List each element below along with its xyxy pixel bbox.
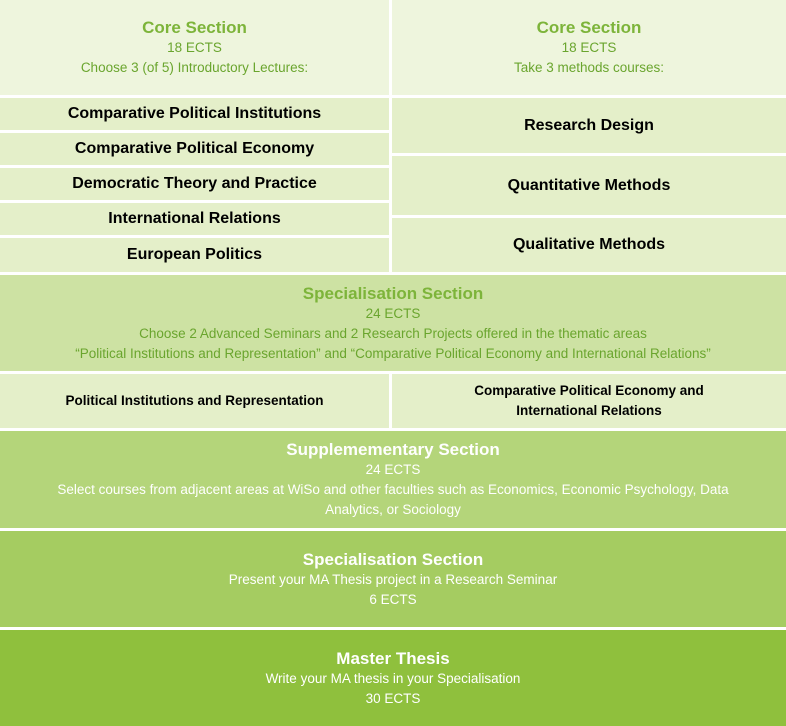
area-political-institutions: [0, 374, 389, 428]
course-comparative-political-economy: [0, 133, 389, 165]
thesis-seminar-description: Present your MA Thesis project in a Research Seminar: [228, 571, 558, 587]
master-thesis-description: Write your MA thesis in your Specialisation: [265, 670, 521, 686]
thesis-seminar-section: [0, 531, 786, 627]
core-left-header: [0, 0, 389, 95]
course-label: Qualitative Methods: [512, 236, 666, 253]
core-left-title: Core Section: [142, 18, 247, 37]
course-label: Research Design: [524, 116, 654, 134]
course-qualitative-methods: [392, 218, 786, 272]
core-left-instruction: Choose 3 (of 5) Introductory Lectures:: [80, 60, 309, 75]
course-research-design: [392, 98, 786, 153]
master-thesis-title: Master Thesis: [336, 648, 450, 668]
course-label: Quantitative Methods: [507, 176, 671, 194]
core-left-ects: 18 ECTS: [167, 40, 222, 55]
core-right-instruction: Take 3 methods courses:: [513, 60, 665, 75]
specialisation-line1: Choose 2 Advanced Seminars and 2 Research Projects offered in the thematic areas: [139, 325, 647, 341]
course-label: European Politics: [126, 246, 263, 263]
specialisation-section: [0, 275, 786, 371]
specialisation-title: Specialisation Section: [302, 283, 484, 303]
course-quantitative-methods: [392, 156, 786, 215]
supplementary-description: Select courses from adjacent areas at WiSo and other faculties such as Economics, Economic Psychology, Data Analytics, or Sociology: [57, 482, 729, 517]
course-label: Democratic Theory and Practice: [72, 175, 317, 192]
master-thesis-ects: 30 ECTS: [365, 690, 421, 706]
master-thesis-section: [0, 630, 786, 726]
core-right-title: Core Section: [536, 18, 642, 37]
supplementary-section: [0, 431, 786, 528]
area-label: Political Institutions and Representation: [65, 393, 324, 408]
course-international-relations: [0, 203, 389, 235]
area-label: Comparative Political Economy and International Relations: [474, 383, 704, 418]
course-comparative-political-institutions: [0, 98, 389, 130]
area-comparative-political-economy: [392, 374, 786, 428]
course-label: Comparative Political Economy: [74, 140, 315, 157]
supplementary-title: Supplemementary Section: [286, 440, 500, 459]
course-democratic-theory: [0, 168, 389, 200]
course-european-politics: [0, 238, 389, 272]
core-right-ects: 18 ECTS: [561, 40, 617, 55]
core-right-header: [392, 0, 786, 95]
specialisation-ects: 24 ECTS: [365, 305, 421, 321]
course-label: Comparative Political Institutions: [67, 105, 322, 122]
specialisation-line2: “Political Institutions and Representation” and “Comparative Political Economy and International Relations”: [75, 345, 711, 361]
course-label: International Relations: [108, 210, 281, 227]
supplementary-ects: 24 ECTS: [365, 462, 421, 477]
thesis-seminar-ects: 6 ECTS: [369, 591, 417, 607]
thesis-seminar-title: Specialisation Section: [302, 549, 484, 569]
